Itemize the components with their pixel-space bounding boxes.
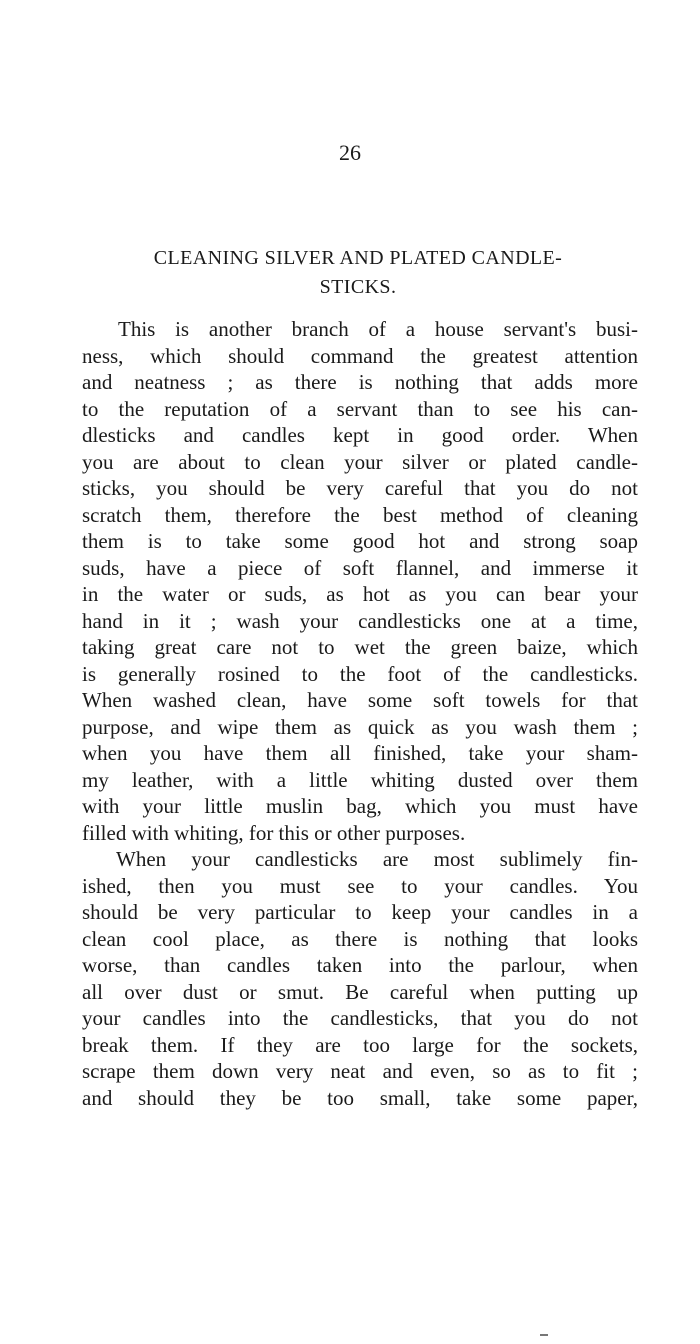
text-line: should be very particular to keep your candles in a: [82, 900, 638, 924]
text-line: suds, have a piece of soft flannel, and immerse it: [82, 555, 638, 580]
text-line: scratch them, therefore the best method of cleaning: [82, 502, 638, 527]
text-line: them is to take some good hot and strong soap: [82, 529, 638, 553]
text-line: my leather, with a little whiting dusted over them: [82, 767, 638, 792]
text-line: ness, which should command the greatest attention: [82, 343, 638, 368]
text-line: to the reputation of a servant than to see his can-: [82, 396, 638, 421]
page-number: 26: [339, 140, 361, 165]
text-line: purpose, and wipe them as quick as you wash them ;: [82, 714, 638, 739]
text-line: worse, than candles taken into the parlour, when: [82, 953, 638, 977]
text-line: When washed clean, have some soft towels for that: [82, 688, 638, 712]
text-line: scrape them down very neat and even, so as to fit ;: [82, 1059, 638, 1083]
text-line: when you have them all finished, take your sham-: [82, 741, 638, 765]
text-line: ished, then you must see to your candles. You: [82, 873, 638, 898]
text-line: sticks, you should be very careful that you do not: [82, 476, 638, 500]
text-line: and neatness ; as there is nothing that adds more: [82, 370, 638, 394]
section-heading-line-1: CLEANING SILVER AND PLATED CANDLE-: [153, 247, 563, 269]
paragraph-2: [82, 846, 638, 1111]
text-line: clean cool place, as there is nothing that looks: [82, 926, 638, 951]
text-line: all over dust or smut. Be careful when putting up: [82, 979, 638, 1004]
text-line: dlesticks and candles kept in good order. When: [82, 423, 638, 447]
section-heading-line-2: STICKS.: [319, 276, 397, 298]
body-text: [82, 316, 638, 1111]
text-line: you are about to clean your silver or plated candle-: [82, 449, 638, 474]
paragraph-1: [82, 316, 638, 846]
text-line: filled with whiting, for this or other purposes.: [82, 820, 466, 845]
text-line: taking great care not to wet the green baize, which: [82, 635, 638, 659]
text-line: in the water or suds, as hot as you can bear your: [82, 582, 638, 606]
text-line: This is another branch of a house servant's busi-: [118, 317, 638, 341]
text-line: is generally rosined to the foot of the candlesticks.: [82, 661, 638, 686]
text-line: When your candlesticks are most sublimely fin-: [116, 847, 638, 871]
section-heading: [78, 244, 638, 302]
print-mark: [540, 1334, 548, 1336]
text-line: your candles into the candlesticks, that you do not: [82, 1006, 638, 1030]
text-line: hand in it ; wash your candlesticks one at a time,: [82, 608, 638, 633]
text-line: with your little muslin bag, which you must have: [82, 794, 638, 818]
text-line: break them. If they are too large for the sockets,: [82, 1032, 638, 1057]
text-line: and should they be too small, take some paper,: [82, 1085, 638, 1110]
